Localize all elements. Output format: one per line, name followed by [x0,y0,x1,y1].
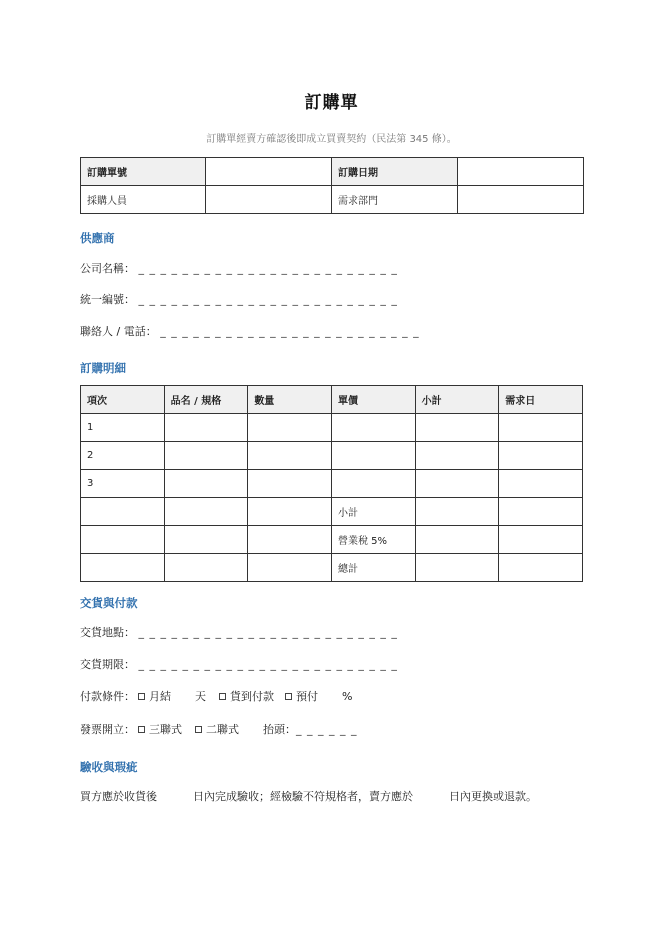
supplier-heading: 供應商 [80,231,115,245]
table-cell [499,526,583,554]
table-cell [164,554,248,582]
tax-id-label: 統一編號： [80,293,135,306]
total-value[interactable] [415,554,499,582]
delivery-place-label: 交貨地點： [80,626,135,639]
delivery-place-line [80,624,398,640]
table-cell[interactable] [415,442,499,470]
table-cell[interactable] [164,414,248,442]
cod-option: 貨到付款 [230,690,274,703]
tax-value[interactable] [415,526,499,554]
percent-label: % [342,690,353,703]
order-no-field[interactable] [206,158,332,186]
details-heading: 訂購明細 [80,361,126,375]
col-header: 數量 [248,386,332,414]
table-cell [499,498,583,526]
dept-label: 需求部門 [332,186,458,214]
table-cell[interactable] [499,414,583,442]
invoice-title-blank[interactable]: _ _ _ _ _ _ [296,723,358,736]
subtotal-label: 小計 [331,498,415,526]
acceptance-text-b: 日內完成驗收；經檢驗不符規格者，賣方應於 [193,790,413,803]
table-cell [248,526,332,554]
table-cell[interactable] [248,470,332,498]
order-date-field[interactable] [458,158,584,186]
duplicate-option: 二聯式 [206,723,239,736]
duplicate-checkbox[interactable] [195,726,202,733]
tax-label: 營業稅 5% [331,526,415,554]
table-cell[interactable] [248,442,332,470]
contact-line [80,323,420,339]
order-no-label: 訂購單號 [81,158,206,186]
tax-id-line [80,291,398,307]
delivery-period-line [80,656,398,672]
col-header: 需求日 [499,386,583,414]
table-cell [81,554,165,582]
acceptance-text-a: 買方應於收貨後 [80,790,157,803]
table-cell[interactable] [331,470,415,498]
tax-row [81,526,583,554]
total-label: 總計 [331,554,415,582]
table-cell[interactable] [499,442,583,470]
prepay-checkbox[interactable] [285,693,292,700]
order-header-table [80,157,584,214]
table-cell[interactable] [415,470,499,498]
table-cell[interactable] [164,442,248,470]
table-cell[interactable] [164,470,248,498]
table-row [81,470,583,498]
acceptance-text [80,788,537,804]
item-number: 3 [81,470,165,498]
table-cell [81,526,165,554]
table-cell[interactable] [331,442,415,470]
prepay-option: 預付 [296,690,318,703]
payment-terms-line [80,688,352,704]
table-cell[interactable] [331,414,415,442]
order-details-table [80,385,583,582]
buyer-field[interactable] [206,186,332,214]
triplicate-option: 三聯式 [149,723,182,736]
item-number: 2 [81,442,165,470]
table-cell [164,526,248,554]
item-number: 1 [81,414,165,442]
delivery-period-label: 交貨期限： [80,658,135,671]
table-row [81,414,583,442]
table-cell [248,498,332,526]
col-header: 品名 / 規格 [164,386,248,414]
col-header: 項次 [81,386,165,414]
days-label: 天 [195,690,206,703]
company-line [80,260,398,276]
monthly-option: 月結 [149,690,171,703]
acceptance-heading: 驗收與瑕疵 [80,760,138,774]
delivery-heading: 交貨與付款 [80,596,138,610]
subtotal-value[interactable] [415,498,499,526]
cod-checkbox[interactable] [219,693,226,700]
acceptance-text-c: 日內更換或退款。 [449,790,537,803]
payment-terms-label: 付款條件： [80,690,135,703]
invoice-line [80,721,357,737]
invoice-title-label: 抬頭： [263,723,296,736]
subtotal-row [81,498,583,526]
invoice-label: 發票開立： [80,723,135,736]
table-cell[interactable] [248,414,332,442]
table-cell[interactable] [415,414,499,442]
col-header: 小計 [415,386,499,414]
buyer-label: 採購人員 [81,186,206,214]
contact-blank[interactable]: _ _ _ _ _ _ _ _ _ _ _ _ _ _ _ _ _ _ _ _ _ _ _ _ [160,325,420,338]
delivery-place-blank[interactable]: _ _ _ _ _ _ _ _ _ _ _ _ _ _ _ _ _ _ _ _ _ _ _ _ [138,626,398,639]
table-cell [164,498,248,526]
tax-id-blank[interactable]: _ _ _ _ _ _ _ _ _ _ _ _ _ _ _ _ _ _ _ _ _ _ _ _ [138,293,398,306]
col-header: 單價 [331,386,415,414]
table-cell [499,554,583,582]
company-label: 公司名稱： [80,262,135,275]
contact-label: 聯絡人 / 電話： [80,325,157,338]
page-title: 訂購單 [304,93,359,113]
delivery-period-blank[interactable]: _ _ _ _ _ _ _ _ _ _ _ _ _ _ _ _ _ _ _ _ _ _ _ _ [138,658,398,671]
order-date-label: 訂購日期 [332,158,458,186]
monthly-checkbox[interactable] [138,693,145,700]
table-row [81,442,583,470]
dept-field[interactable] [458,186,584,214]
table-cell [248,554,332,582]
company-blank[interactable]: _ _ _ _ _ _ _ _ _ _ _ _ _ _ _ _ _ _ _ _ _ _ _ _ [138,262,398,275]
page-subtitle: 訂購單經賣方確認後即成立買賣契約（民法第 345 條）。 [206,134,457,145]
triplicate-checkbox[interactable] [138,726,145,733]
table-cell [81,498,165,526]
total-row [81,554,583,582]
table-cell[interactable] [499,470,583,498]
